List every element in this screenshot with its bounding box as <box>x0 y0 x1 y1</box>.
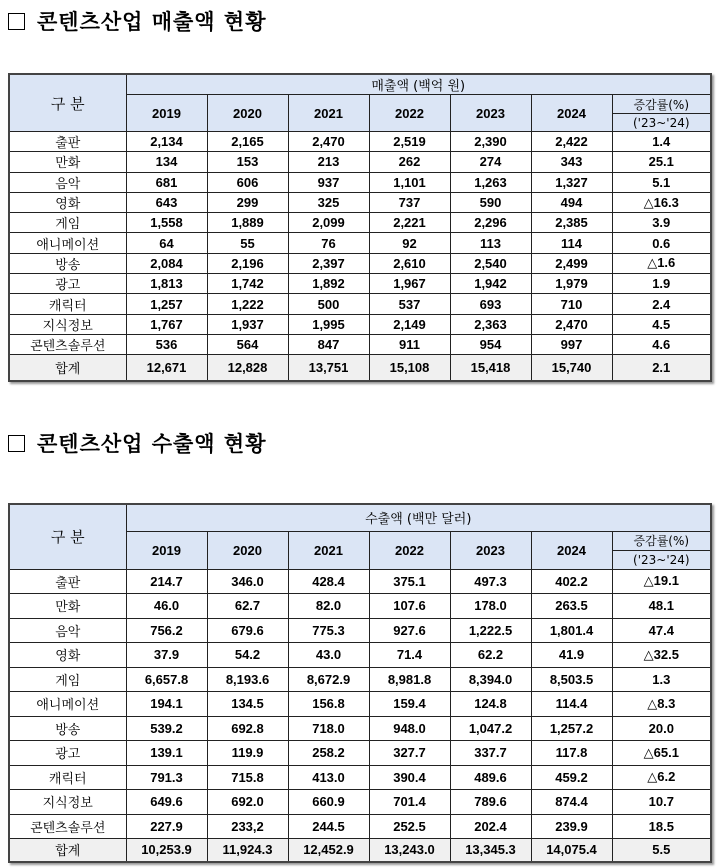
value-cell: 1,892 <box>288 274 369 294</box>
export-table <box>8 503 712 863</box>
value-cell: 156.8 <box>288 692 369 717</box>
value-cell: 11,924.3 <box>207 839 288 862</box>
value-cell: 847 <box>288 334 369 354</box>
value-cell: 564 <box>207 334 288 354</box>
value-cell: 8,503.5 <box>531 667 612 692</box>
value-cell: 134.5 <box>207 692 288 717</box>
value-cell: 55 <box>207 233 288 253</box>
value-cell: 258.2 <box>288 741 369 766</box>
rate-cell: 1.9 <box>612 274 711 294</box>
value-cell: 413.0 <box>288 765 369 790</box>
value-cell: 2,519 <box>369 132 450 152</box>
value-cell: 12,828 <box>207 355 288 381</box>
row-label: 방송 <box>9 716 126 741</box>
year-header: 2022 <box>369 531 450 569</box>
year-header: 2023 <box>450 531 531 569</box>
rate-cell: △1.6 <box>612 253 711 273</box>
value-cell: 8,672.9 <box>288 667 369 692</box>
value-cell: 13,243.0 <box>369 839 450 862</box>
value-cell: 1,742 <box>207 274 288 294</box>
year-header: 2022 <box>369 95 450 132</box>
value-cell: 15,418 <box>450 355 531 381</box>
table-row <box>9 716 711 741</box>
row-label: 음악 <box>9 618 126 643</box>
row-label: 영화 <box>9 643 126 668</box>
value-cell: 263.5 <box>531 594 612 619</box>
value-cell: 2,390 <box>450 132 531 152</box>
table-row <box>9 294 711 314</box>
table-row <box>9 594 711 619</box>
value-cell: 8,394.0 <box>450 667 531 692</box>
value-cell: 214.7 <box>126 569 207 594</box>
value-cell: 2,470 <box>531 314 612 334</box>
value-cell: 227.9 <box>126 814 207 839</box>
value-cell: 233,2 <box>207 814 288 839</box>
rate-period-header: ('23~'24) <box>612 550 711 569</box>
rate-cell: △32.5 <box>612 643 711 668</box>
rate-cell: △65.1 <box>612 741 711 766</box>
row-label: 캐릭터 <box>9 765 126 790</box>
value-cell: 948.0 <box>369 716 450 741</box>
value-cell: 54.2 <box>207 643 288 668</box>
value-cell: 537 <box>369 294 450 314</box>
value-cell: 1,801.4 <box>531 618 612 643</box>
value-cell: 139.1 <box>126 741 207 766</box>
table-row <box>9 253 711 273</box>
table-row <box>9 741 711 766</box>
value-cell: 500 <box>288 294 369 314</box>
value-cell: 64 <box>126 233 207 253</box>
value-cell: 92 <box>369 233 450 253</box>
row-label: 콘텐츠솔루션 <box>9 814 126 839</box>
year-header: 2024 <box>531 95 612 132</box>
rate-cell: 3.9 <box>612 213 711 233</box>
rate-cell: 18.5 <box>612 814 711 839</box>
rate-cell: 48.1 <box>612 594 711 619</box>
value-cell: 539.2 <box>126 716 207 741</box>
row-label: 애니메이션 <box>9 233 126 253</box>
value-cell: 325 <box>288 192 369 212</box>
value-cell: 37.9 <box>126 643 207 668</box>
table-row <box>9 618 711 643</box>
year-header: 2023 <box>450 95 531 132</box>
year-header: 2019 <box>126 95 207 132</box>
value-cell: 194.1 <box>126 692 207 717</box>
table-row <box>9 814 711 839</box>
value-cell: 8,981.8 <box>369 667 450 692</box>
year-header: 2021 <box>288 531 369 569</box>
value-cell: 327.7 <box>369 741 450 766</box>
value-cell: 2,540 <box>450 253 531 273</box>
value-cell: 12,452.9 <box>288 839 369 862</box>
value-cell: 76 <box>288 233 369 253</box>
category-header: 구 분 <box>9 504 126 569</box>
sales-table <box>8 73 712 382</box>
checkbox-square-icon <box>8 435 25 452</box>
value-cell: 2,610 <box>369 253 450 273</box>
value-cell: 2,470 <box>288 132 369 152</box>
value-cell: 124.8 <box>450 692 531 717</box>
value-cell: 660.9 <box>288 790 369 815</box>
table-row <box>9 765 711 790</box>
row-label: 합계 <box>9 355 126 381</box>
value-cell: 82.0 <box>288 594 369 619</box>
value-cell: 2,422 <box>531 132 612 152</box>
table-row <box>9 667 711 692</box>
value-cell: 791.3 <box>126 765 207 790</box>
value-cell: 2,363 <box>450 314 531 334</box>
table-row <box>9 132 711 152</box>
table-row <box>9 334 711 354</box>
value-cell: 119.9 <box>207 741 288 766</box>
value-cell: 2,149 <box>369 314 450 334</box>
table-row <box>9 790 711 815</box>
value-cell: 1,979 <box>531 274 612 294</box>
value-cell: 252.5 <box>369 814 450 839</box>
rate-cell: △8.3 <box>612 692 711 717</box>
rate-cell: 4.6 <box>612 334 711 354</box>
rate-cell: 1.4 <box>612 132 711 152</box>
year-header: 2020 <box>207 95 288 132</box>
value-cell: 117.8 <box>531 741 612 766</box>
table-row <box>9 692 711 717</box>
value-cell: 1,813 <box>126 274 207 294</box>
value-cell: 701.4 <box>369 790 450 815</box>
total-row <box>9 839 711 862</box>
row-label: 게임 <box>9 213 126 233</box>
value-cell: 2,296 <box>450 213 531 233</box>
value-cell: 643 <box>126 192 207 212</box>
value-cell: 954 <box>450 334 531 354</box>
value-cell: 13,345.3 <box>450 839 531 862</box>
value-cell: 428.4 <box>288 569 369 594</box>
value-cell: 239.9 <box>531 814 612 839</box>
value-cell: 775.3 <box>288 618 369 643</box>
rate-header: 증감률(%) <box>612 95 711 114</box>
rate-cell: 2.4 <box>612 294 711 314</box>
value-cell: 10,253.9 <box>126 839 207 862</box>
value-cell: 1,101 <box>369 172 450 192</box>
value-cell: 927.6 <box>369 618 450 643</box>
year-header: 2019 <box>126 531 207 569</box>
value-cell: 1,263 <box>450 172 531 192</box>
rate-cell: △16.3 <box>612 192 711 212</box>
value-cell: 756.2 <box>126 618 207 643</box>
year-header: 2024 <box>531 531 612 569</box>
value-cell: 459.2 <box>531 765 612 790</box>
rate-cell: 5.1 <box>612 172 711 192</box>
value-cell: 299 <box>207 192 288 212</box>
value-cell: 15,108 <box>369 355 450 381</box>
value-cell: 692.8 <box>207 716 288 741</box>
value-cell: 12,671 <box>126 355 207 381</box>
rate-cell: 1.3 <box>612 667 711 692</box>
table-row <box>9 569 711 594</box>
value-cell: 343 <box>531 152 612 172</box>
rate-cell: △6.2 <box>612 765 711 790</box>
value-cell: 937 <box>288 172 369 192</box>
value-cell: 1,327 <box>531 172 612 192</box>
value-cell: 1,967 <box>369 274 450 294</box>
row-label: 합계 <box>9 839 126 862</box>
title-text: 콘텐츠산업 수출액 현황 <box>37 432 267 456</box>
value-cell: 114.4 <box>531 692 612 717</box>
value-cell: 1,558 <box>126 213 207 233</box>
total-row <box>9 355 711 381</box>
value-cell: 71.4 <box>369 643 450 668</box>
table-row <box>9 192 711 212</box>
value-cell: 715.8 <box>207 765 288 790</box>
row-label: 콘텐츠솔루션 <box>9 334 126 354</box>
value-cell: 649.6 <box>126 790 207 815</box>
value-cell: 2,165 <box>207 132 288 152</box>
value-cell: 337.7 <box>450 741 531 766</box>
value-cell: 2,196 <box>207 253 288 273</box>
value-cell: 114 <box>531 233 612 253</box>
row-label: 방송 <box>9 253 126 273</box>
value-cell: 911 <box>369 334 450 354</box>
value-cell: 134 <box>126 152 207 172</box>
year-header: 2021 <box>288 95 369 132</box>
value-cell: 489.6 <box>450 765 531 790</box>
value-cell: 789.6 <box>450 790 531 815</box>
value-cell: 2,385 <box>531 213 612 233</box>
value-cell: 1,995 <box>288 314 369 334</box>
value-cell: 1,257.2 <box>531 716 612 741</box>
rate-cell: 5.5 <box>612 839 711 862</box>
value-cell: 213 <box>288 152 369 172</box>
value-cell: 737 <box>369 192 450 212</box>
value-cell: 15,740 <box>531 355 612 381</box>
row-label: 광고 <box>9 274 126 294</box>
row-label: 출판 <box>9 132 126 152</box>
table-row <box>9 152 711 172</box>
value-cell: 1,047.2 <box>450 716 531 741</box>
value-cell: 692.0 <box>207 790 288 815</box>
rate-cell: △19.1 <box>612 569 711 594</box>
value-cell: 62.7 <box>207 594 288 619</box>
value-cell: 153 <box>207 152 288 172</box>
value-cell: 1,889 <box>207 213 288 233</box>
row-label: 광고 <box>9 741 126 766</box>
rate-period-header: ('23~'24) <box>612 114 711 132</box>
value-cell: 2,221 <box>369 213 450 233</box>
value-cell: 178.0 <box>450 594 531 619</box>
value-cell: 13,751 <box>288 355 369 381</box>
table-row <box>9 643 711 668</box>
row-label: 만화 <box>9 594 126 619</box>
value-cell: 2,084 <box>126 253 207 273</box>
value-cell: 2,099 <box>288 213 369 233</box>
value-cell: 43.0 <box>288 643 369 668</box>
table-row <box>9 233 711 253</box>
value-cell: 202.4 <box>450 814 531 839</box>
value-cell: 159.4 <box>369 692 450 717</box>
value-cell: 497.3 <box>450 569 531 594</box>
value-cell: 710 <box>531 294 612 314</box>
value-cell: 46.0 <box>126 594 207 619</box>
table-row <box>9 213 711 233</box>
rate-cell: 20.0 <box>612 716 711 741</box>
value-cell: 1,767 <box>126 314 207 334</box>
value-cell: 494 <box>531 192 612 212</box>
value-cell: 1,937 <box>207 314 288 334</box>
row-label: 출판 <box>9 569 126 594</box>
value-cell: 2,397 <box>288 253 369 273</box>
value-cell: 997 <box>531 334 612 354</box>
value-cell: 718.0 <box>288 716 369 741</box>
row-label: 음악 <box>9 172 126 192</box>
row-label: 캐릭터 <box>9 294 126 314</box>
value-cell: 14,075.4 <box>531 839 612 862</box>
rate-cell: 4.5 <box>612 314 711 334</box>
value-cell: 1,942 <box>450 274 531 294</box>
value-cell: 536 <box>126 334 207 354</box>
rate-cell: 10.7 <box>612 790 711 815</box>
rate-cell: 2.1 <box>612 355 711 381</box>
year-header: 2020 <box>207 531 288 569</box>
value-cell: 113 <box>450 233 531 253</box>
row-label: 애니메이션 <box>9 692 126 717</box>
value-cell: 679.6 <box>207 618 288 643</box>
unit-header: 매출액 (백억 원) <box>126 74 711 95</box>
table-row <box>9 274 711 294</box>
value-cell: 681 <box>126 172 207 192</box>
row-label: 지식정보 <box>9 790 126 815</box>
row-label: 게임 <box>9 667 126 692</box>
value-cell: 8,193.6 <box>207 667 288 692</box>
value-cell: 6,657.8 <box>126 667 207 692</box>
sales-section-title <box>8 6 266 36</box>
value-cell: 244.5 <box>288 814 369 839</box>
value-cell: 375.1 <box>369 569 450 594</box>
rate-cell: 47.4 <box>612 618 711 643</box>
value-cell: 262 <box>369 152 450 172</box>
value-cell: 390.4 <box>369 765 450 790</box>
rate-cell: 25.1 <box>612 152 711 172</box>
value-cell: 606 <box>207 172 288 192</box>
table-row <box>9 172 711 192</box>
value-cell: 107.6 <box>369 594 450 619</box>
value-cell: 41.9 <box>531 643 612 668</box>
value-cell: 693 <box>450 294 531 314</box>
row-label: 영화 <box>9 192 126 212</box>
value-cell: 62.2 <box>450 643 531 668</box>
rate-cell: 0.6 <box>612 233 711 253</box>
checkbox-square-icon <box>8 13 25 30</box>
value-cell: 402.2 <box>531 569 612 594</box>
value-cell: 2,134 <box>126 132 207 152</box>
value-cell: 1,222.5 <box>450 618 531 643</box>
value-cell: 2,499 <box>531 253 612 273</box>
row-label: 만화 <box>9 152 126 172</box>
value-cell: 874.4 <box>531 790 612 815</box>
value-cell: 1,257 <box>126 294 207 314</box>
value-cell: 274 <box>450 152 531 172</box>
value-cell: 590 <box>450 192 531 212</box>
title-text: 콘텐츠산업 매출액 현황 <box>37 10 267 34</box>
row-label: 지식정보 <box>9 314 126 334</box>
export-section-title <box>8 428 266 458</box>
value-cell: 1,222 <box>207 294 288 314</box>
unit-header: 수출액 (백만 달러) <box>126 504 711 531</box>
rate-header: 증감률(%) <box>612 531 711 550</box>
category-header: 구 분 <box>9 74 126 132</box>
table-row <box>9 314 711 334</box>
value-cell: 346.0 <box>207 569 288 594</box>
